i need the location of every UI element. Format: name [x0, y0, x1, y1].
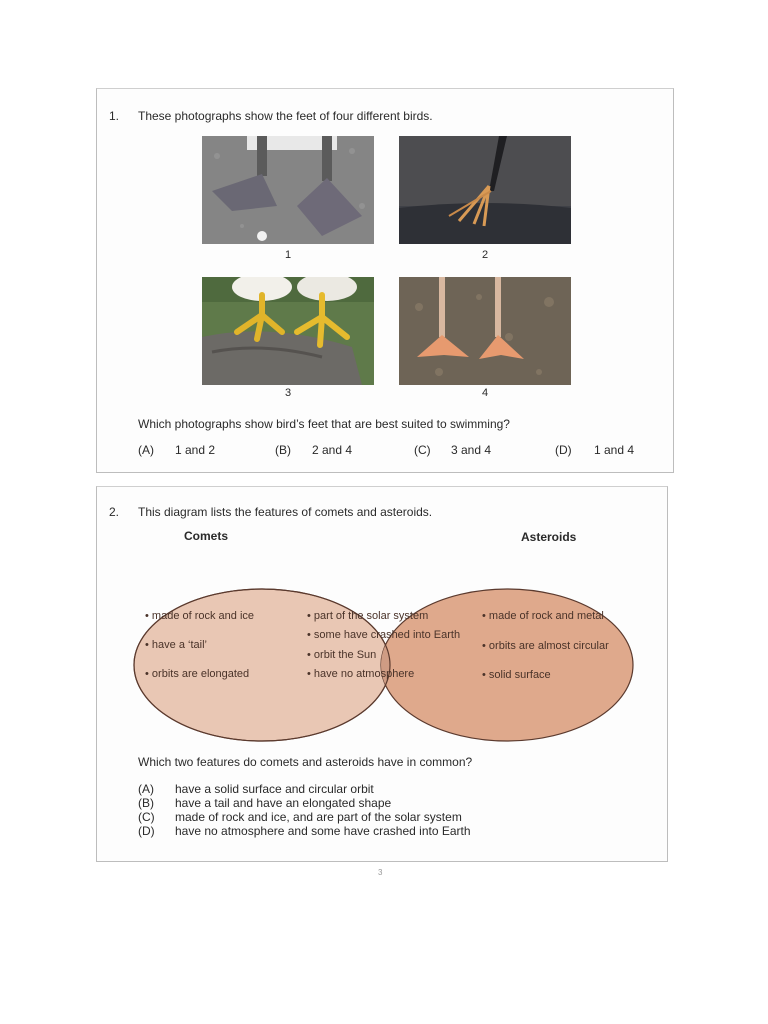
duck-feet-photo	[399, 277, 571, 385]
q2-option-c-letter: (C)	[138, 810, 155, 824]
q2-option-d-text[interactable]: have no atmosphere and some have crashed into Earth	[175, 824, 471, 838]
q1-option-d-letter: (D)	[555, 443, 572, 457]
webbed-feet-photo	[202, 136, 374, 244]
asteroids-feature-2: • orbits are almost circular	[482, 640, 609, 652]
webbed-feet-illustration	[202, 136, 374, 244]
talon-feet-photo	[202, 277, 374, 385]
common-feature-1: • part of the solar system	[307, 610, 429, 622]
comets-label: Comets	[184, 529, 229, 543]
asteroids-feature-1: • made of rock and metal	[482, 610, 604, 622]
q1-option-a-letter: (A)	[138, 443, 154, 457]
q1-option-a-text[interactable]: 1 and 2	[175, 443, 216, 457]
asteroids-feature-3: • solid surface	[482, 669, 551, 681]
common-feature-2: • some have crashed into Earth	[307, 629, 461, 641]
question-1-panel	[96, 88, 674, 473]
comets-feature-1: • made of rock and ice	[145, 610, 255, 622]
duck-feet-illustration	[399, 277, 571, 385]
q1-option-b-text[interactable]: 2 and 4	[312, 443, 353, 457]
common-feature-4: • have no atmosphere	[307, 668, 415, 680]
common-feature-3: • orbit the Sun	[307, 649, 377, 661]
q1-option-d-text[interactable]: 1 and 4	[594, 443, 635, 457]
photo-caption-3: 3	[284, 387, 292, 399]
question-1-number: 1.	[109, 109, 120, 123]
q2-option-b-letter: (B)	[138, 796, 154, 810]
photo-caption-2: 2	[481, 249, 489, 261]
q2-option-a-text[interactable]: have a solid surface and circular orbit	[175, 782, 374, 796]
photo-caption-1: 1	[284, 249, 292, 261]
q1-option-c-letter: (C)	[414, 443, 431, 457]
question-2-number: 2.	[109, 505, 120, 519]
asteroids-label: Asteroids	[521, 530, 577, 544]
q2-option-d-letter: (D)	[138, 824, 155, 838]
page-number: 3	[378, 868, 383, 877]
talon-feet-illustration	[202, 277, 374, 385]
wading-feet-photo	[399, 136, 571, 244]
photo-caption-4: 4	[481, 387, 489, 399]
q2-option-c-text[interactable]: made of rock and ice, and are part of the solar system	[175, 810, 462, 824]
q2-option-a-letter: (A)	[138, 782, 154, 796]
q1-option-b-letter: (B)	[275, 443, 291, 457]
question-2-text: Which two features do comets and asteroids have in common?	[138, 755, 473, 769]
question-2-panel	[96, 486, 668, 862]
question-2-prompt: This diagram lists the features of comets and asteroids.	[138, 505, 433, 519]
q1-option-c-text[interactable]: 3 and 4	[451, 443, 492, 457]
q2-option-b-text[interactable]: have a tail and have an elongated shape	[175, 796, 392, 810]
wading-feet-illustration	[399, 136, 571, 244]
question-1-text: Which photographs show bird’s feet that are best suited to swimming?	[138, 417, 510, 431]
question-1-prompt: These photographs show the feet of four different birds.	[138, 109, 433, 123]
comets-feature-2: • have a ‘tail’	[145, 639, 207, 651]
comets-feature-3: • orbits are elongated	[145, 668, 250, 680]
